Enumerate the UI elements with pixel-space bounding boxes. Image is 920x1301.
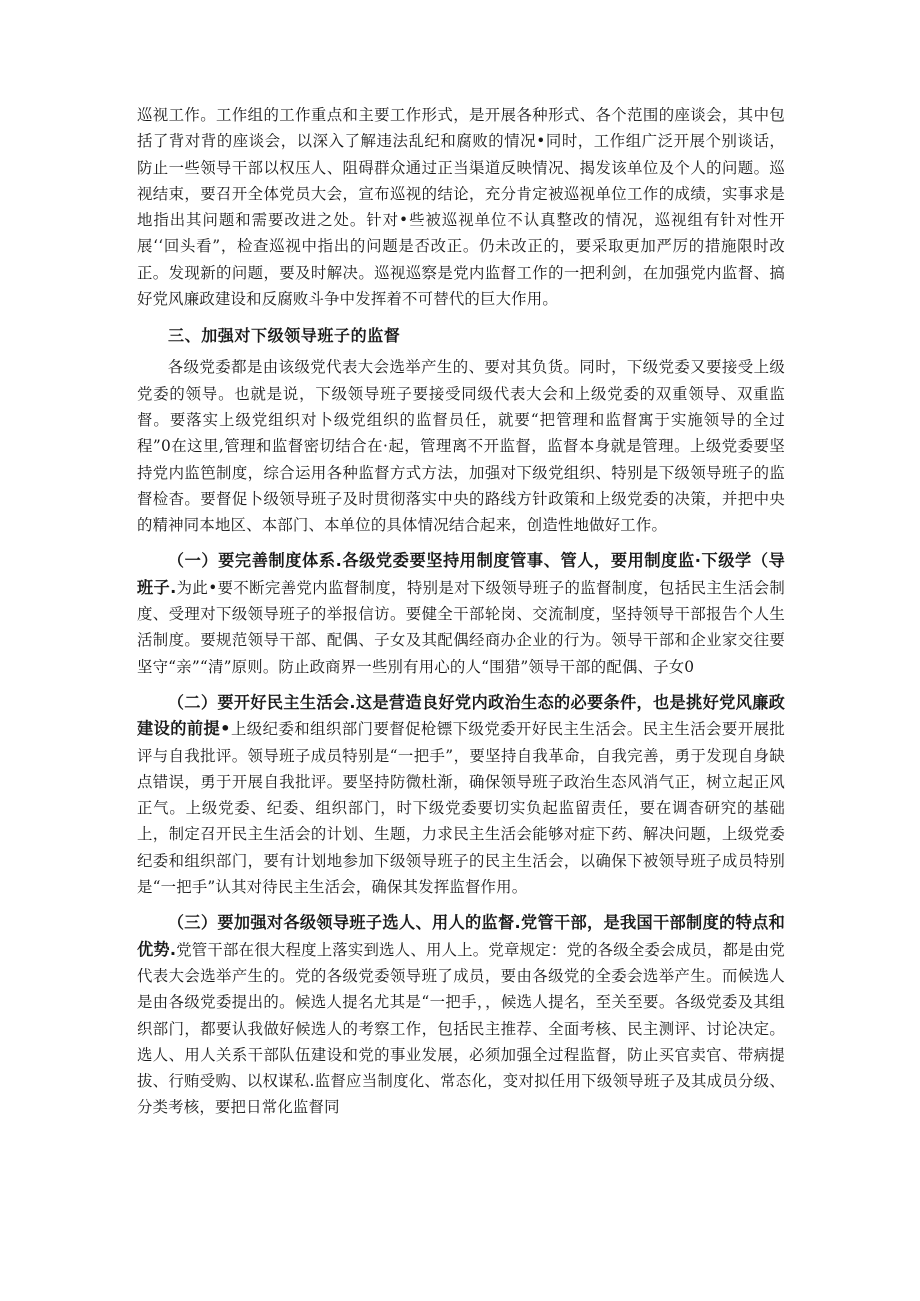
paragraph-gap: [137, 680, 785, 690]
subsection-1-body: 为此•要不断完善党内监督制度，特别是对下级领导班子的监督制度，包括民主生活会制度、受理对下级领导班子的举报信访。要健全干部轮岗、交流制度，坚持领导干部报告个人生活制度。要规范领导干部、配偶、子女及其配偶经商办企业的行为。领导干部和企业家交往要坚守“亲”“清”原则。防止政商界一些別有用心的人“围猎”领导干部的配偶、子女0: [137, 578, 785, 676]
section-heading-3: 三、加强对下级领导班子的监督: [168, 326, 401, 346]
paragraph-gap: [137, 538, 785, 548]
subsection-3-lead: （三）要加强对各级领导班子选人、用人的监督.党管干部，是我国干部制度的特点和优势.: [137, 913, 785, 959]
subsection-2-body: 上级纪委和组织部门要督促枪镖下级党委开好民主生活会。民主生活会要开展批评与自我批评。领导班子成员特别是“一把手”，要坚持自我革命，自我完善，勇于发现自身缺点错误，勇于开展自我批评。要坚持防微杜渐，确保领导班子政治生态风消气正，树立起正风正气。上级党委、纪委、组织部门，时下级党委要切实负起监留责任，要在调杳研究的基础上，制定召开民主生活会的计划、生题，力求民主生活会能够对症下药、解决问题，上级党委纪委和组织部门，要有计划地参加下级领导班子的民主生活会，以确保下被领导班子成员特别是“一把手”认其对待民主生活会，确保其发挥监督作用。: [137, 720, 785, 897]
document-body: [137, 102, 785, 1121]
paragraph-inspection-work: 巡视工作。工作组的工作重点和主要工作形式，是开展各种形式、各个范围的座谈会，其中包括了背对背的座谈会，以深入了解违法乱纪和腐败的情况•同时，工作组广泛开展个别谈话，防止一些领导干部以权压人、阻碍群众通过正当渠道反映情况、揭发该单位及个人的问题。巡视结束，要召开全体党员大会，宣布巡视的结论，充分肯定被巡视单位工作的成绩，实事求是地指出其问题和需要改进之处。针对•些被巡视单位不认真整改的情况，巡视组有针对性开展‘‘回头看”，检查巡视中指出的问题是否改正。仍未改正的，要采取更加严厉的措施限时改正。发现新的问题，要及时解决。巡视巡察是党内监督工作的一把利剑，在加强党内监督、搞好党风廉政建设和反腐败斗争中发挥着不可替代的巨大作用。: [137, 106, 785, 309]
subsection-3: [137, 910, 785, 1120]
paragraph-gap: [137, 312, 785, 322]
subsection-3-body: 党管干部在很大程度上落实到选人、用人上。党章规定：党的各级全委会成员，都是由党代表大会选举产生的。党的各级党委领导班了成员，要由各级党的全委会选举产生。而候选人是由各级党委提出的。候选人提名尤其是“一把手，，候选人提名，至关至要。各级党委及其组织部门，都要认我做好候选人的考察工作，包括民主推荐、全面考核、民主测评、讨论决定。选人、用人关系干部队伍建设和党的事业发展，必须加强全过程监督，防止买官卖官、带病提拔、行贿受购、以权谋私.监督应当制度化、常态化，变对拟任用下级领导班子及其成员分级、分类考核，要把日常化监督同: [137, 940, 785, 1117]
subsection-2: [137, 690, 785, 900]
subsection-1-lead: （一）要完善制度体系.各级党委要坚持用制度管事、管人，要用制度监·下级学（导班子.: [137, 551, 785, 597]
subsection-2-lead: （二）要开好民主生活会.这是营造良好党内政治生态的必要条件，也是挑好党风廉政建设的前提•: [137, 692, 785, 739]
subsection-1: [137, 548, 785, 679]
paragraph-gap: [137, 900, 785, 910]
paragraph-dual-supervision: 各级党委都是由该级党代表大会选举产生的、要对其负货。同时，下级党委又要接受上级党委的领导。也就是说，下级领导班子要接受同级代表大会和上级党委的双重领导、双重监督。要落实上级党组织对卜级党组织的监督员任，就要“把管理和监督寓于实施领导的全过程”0在这里,管理和监督密切结合在·起，管理离不开监督，监督本身就是管理。上级党委要坚持党内监笆制度，综合运用各种监督方式方法，加强对下级党组织、特别是下级领导班子的监督检杳。要督促卜级领导班子及时贯彻落实中央的路线方针政策和上级党委的决策，并把中央的精神同本地区、本部门、本单位的具体情况结合起来，创造性地做好工作。: [137, 358, 785, 535]
